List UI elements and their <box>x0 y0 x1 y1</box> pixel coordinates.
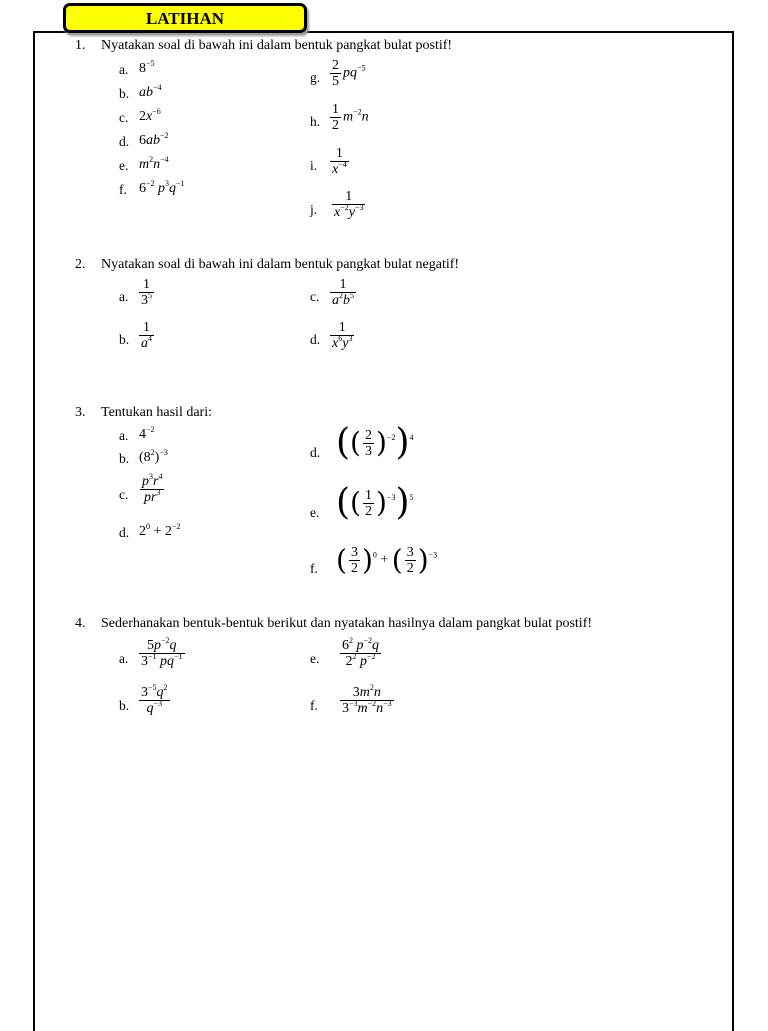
q1-expr-a: $8^{-5}$ <box>139 59 155 76</box>
q2-expr-c: $\frac{1}{a^2b^5}$ <box>332 277 354 308</box>
q1-expr-j: $\frac{1}{x^{-2}y^{-3}}$ <box>334 189 364 220</box>
q4-expr-e: $\frac{6^2 p^{-2}q}{2^2 p^{-2}}$ <box>342 636 380 669</box>
q3-expr-f: ( $\frac{3}{2}$ )$^0$ + ( $\frac{3}{2}$ )$^{-3}$ <box>336 543 438 577</box>
q1-label-a: a. <box>119 62 129 77</box>
q4-label-a: a. <box>119 651 129 666</box>
question-4-number: 4. <box>75 616 86 631</box>
q3-label-a: a. <box>119 428 129 443</box>
q3-expr-a: $4^{-2}$ <box>139 425 155 442</box>
question-3-number: 3. <box>75 405 86 420</box>
q1-expr-f: $6^{-2}$ $p^3q^{-1}$ <box>139 179 185 196</box>
q1-label-i: i. <box>310 158 318 173</box>
q3-label-e: e. <box>310 505 320 520</box>
q2-expr-d: $\frac{1}{x^6y^3}$ <box>332 320 353 351</box>
q4-label-e: e. <box>310 651 320 666</box>
title-badge <box>63 3 307 33</box>
q2-label-d: d. <box>310 332 321 347</box>
q2-label-c: c. <box>310 289 320 304</box>
q4-expr-a: $\frac{5p^{-2}q}{3^{-1} pq^{-1}}$ <box>141 636 183 669</box>
q3-label-d1: d. <box>119 525 130 540</box>
q3-label-d2: d. <box>310 445 321 460</box>
q1-expr-i: $\frac{1}{x^{-4}}$ <box>332 146 347 177</box>
q3-label-f: f. <box>310 561 318 576</box>
q3-expr-d1: $2^0 + 2^{-2}$ <box>139 522 181 539</box>
question-4-text: Sederhanakan bentuk-bentuk berikut dan nyatakan hasilnya dalam pangkat bulat postif! <box>101 616 593 631</box>
title-text: LATIHAN <box>145 9 225 28</box>
q1-expr-e: $m^2n^{-4}$ <box>139 155 169 172</box>
q1-label-c: c. <box>119 110 129 125</box>
q4-expr-f: $\frac{3m^2n}{3^{-3}m^{-2}n^{-3}}$ <box>342 683 392 716</box>
q1-expr-b: $ab^{-4}$ <box>139 83 162 100</box>
question-3-text: Tentukan hasil dari: <box>101 405 212 420</box>
q1-label-g: g. <box>310 70 321 85</box>
question-2-number: 2. <box>75 257 86 272</box>
q3-expr-c: $\frac{p^3r^4}{pr^3}$ <box>142 472 163 505</box>
q1-label-f: f. <box>119 182 127 197</box>
question-1-number: 1. <box>75 38 86 53</box>
q4-expr-b: $\frac{3^{-5}q^2}{q^{-3}}$ <box>141 683 168 716</box>
q4-label-b: b. <box>119 698 130 713</box>
q4-label-f: f. <box>310 698 318 713</box>
q1-label-d: d. <box>119 134 130 149</box>
q2-expr-a: $\frac{1}{3^5}$ <box>141 277 152 308</box>
q1-label-h: h. <box>310 114 321 129</box>
q1-expr-h: $\frac{1}{2}$ $m^{-2}n$ <box>332 102 369 133</box>
q1-label-e: e. <box>119 158 129 173</box>
q3-label-c: c. <box>119 487 129 502</box>
q2-label-a: a. <box>119 289 129 304</box>
question-1-text: Nyatakan soal di bawah ini dalam bentuk pangkat bulat postif! <box>101 38 453 53</box>
q3-label-b: b. <box>119 451 130 466</box>
q1-expr-c: $2x^{-6}$ <box>139 107 161 124</box>
q1-expr-d: $6ab^{-2}$ <box>139 131 169 148</box>
q1-expr-g: $\frac{2}{5}$ $pq^{-5}$ <box>332 58 366 89</box>
q3-expr-e: (( $\frac{1}{2}$ )$^{-3}$)$^5$ <box>336 482 414 523</box>
q2-expr-b: $\frac{1}{a^4}$ <box>141 320 152 351</box>
q2-label-b: b. <box>119 332 130 347</box>
q1-label-j: j. <box>310 202 318 217</box>
q3-expr-b: $(8^2)^{-3}$ <box>139 448 168 465</box>
q3-expr-d2: (( $\frac{2}{3}$ )$^{-2}$)$^4$ <box>336 422 414 463</box>
q1-label-b: b. <box>119 86 130 101</box>
question-2-text: Nyatakan soal di bawah ini dalam bentuk pangkat bulat negatif! <box>101 257 460 272</box>
